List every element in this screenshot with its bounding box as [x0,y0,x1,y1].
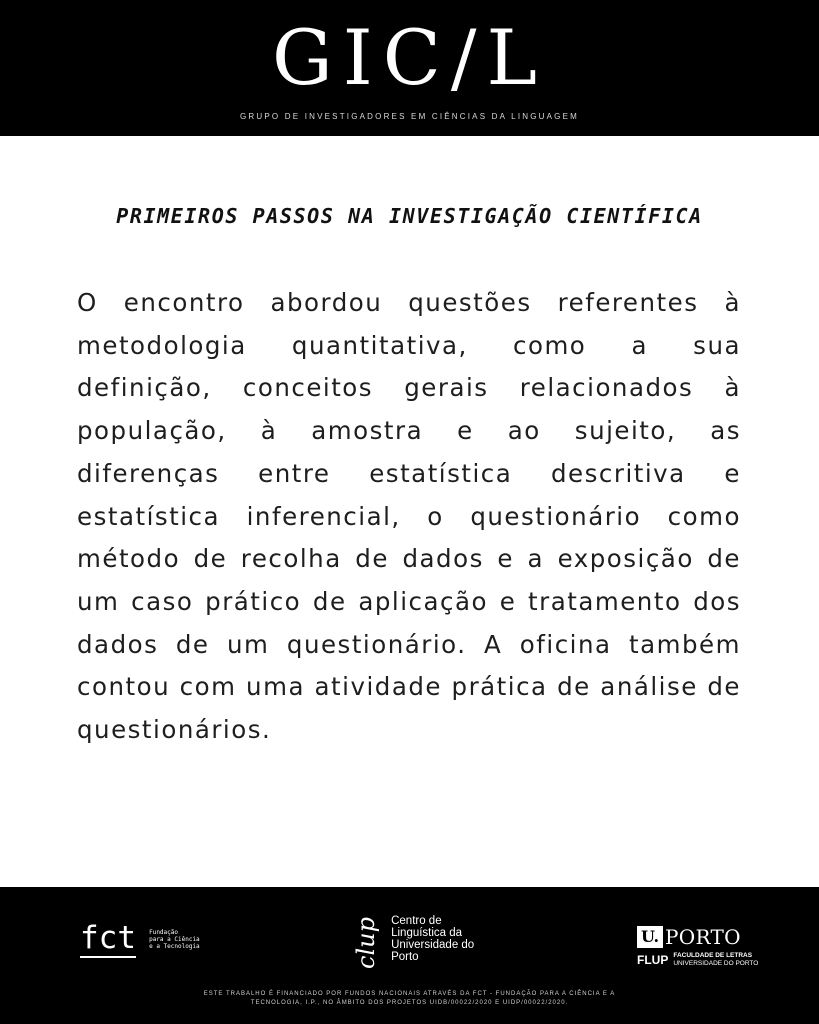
flup-wordmark [637,952,767,968]
clup-text-line: Porto [391,951,419,963]
clup-logo-text [391,915,501,963]
clup-text-line: Centro de [391,915,442,927]
clup-logo-mark: clup [352,917,380,969]
funding-line: TECNOLOGIA, I.P., NO ÂMBITO DOS PROJETOS UIDB/00022/2020 E UIDP/00022/2020. [250,1000,569,1006]
faculdade-line: FACULDADE DE LETRAS [673,952,753,959]
clup-text-line: Linguística da [391,927,463,939]
funding-notice [0,990,819,1008]
fct-logo-mark: fct [80,920,136,956]
faculdade-text [673,952,758,968]
fct-text-line: e a Tecnologia [149,943,200,950]
footer-banner [0,887,819,1024]
body-paragraph: O encontro abordou questões referentes à metodologia quantitativa, como a sua definição, conceitos gerais relacionados à população, à amostra e ao sujeito, as diferenças entre estatística descritiva e estatística inferencial, o questionário como método de recolha de dados e a exposição de um caso prático de aplicação e tratamento dos dados de um questionário. A oficina também contou com uma atividade prática de análise de questionários. [77,288,741,745]
flup-label: FLUP [637,953,669,967]
fct-logo-text [149,929,219,950]
funding-line: ESTE TRABALHO É FINANCIADO POR FUNDOS NACIONAIS ATRAVÉS DA FCT - FUNDAÇÃO PARA A CIÊNCIA E A [203,991,616,997]
clup-text-line: Universidade do [391,939,475,951]
clup-logo [352,915,501,969]
fct-logo [80,921,219,958]
uporto-u-box: U. [637,926,663,948]
uporto-word: PORTO [665,925,741,949]
fct-text-line: para a Ciência [149,936,200,943]
fct-text-line: Fundação [149,929,178,936]
faculdade-line: UNIVERSIDADE DO PORTO [673,960,759,967]
gicl-logo: GIC/L [272,13,547,102]
header-subtitle: GRUPO DE INVESTIGADORES EM CIÊNCIAS DA LINGUAGEM [240,112,579,121]
header-banner [0,0,819,136]
uporto-flup-logo [637,925,767,968]
section-title: PRIMEIROS PASSOS NA INVESTIGAÇÃO CIENTÍFICA [116,204,703,228]
uporto-wordmark [637,925,767,949]
